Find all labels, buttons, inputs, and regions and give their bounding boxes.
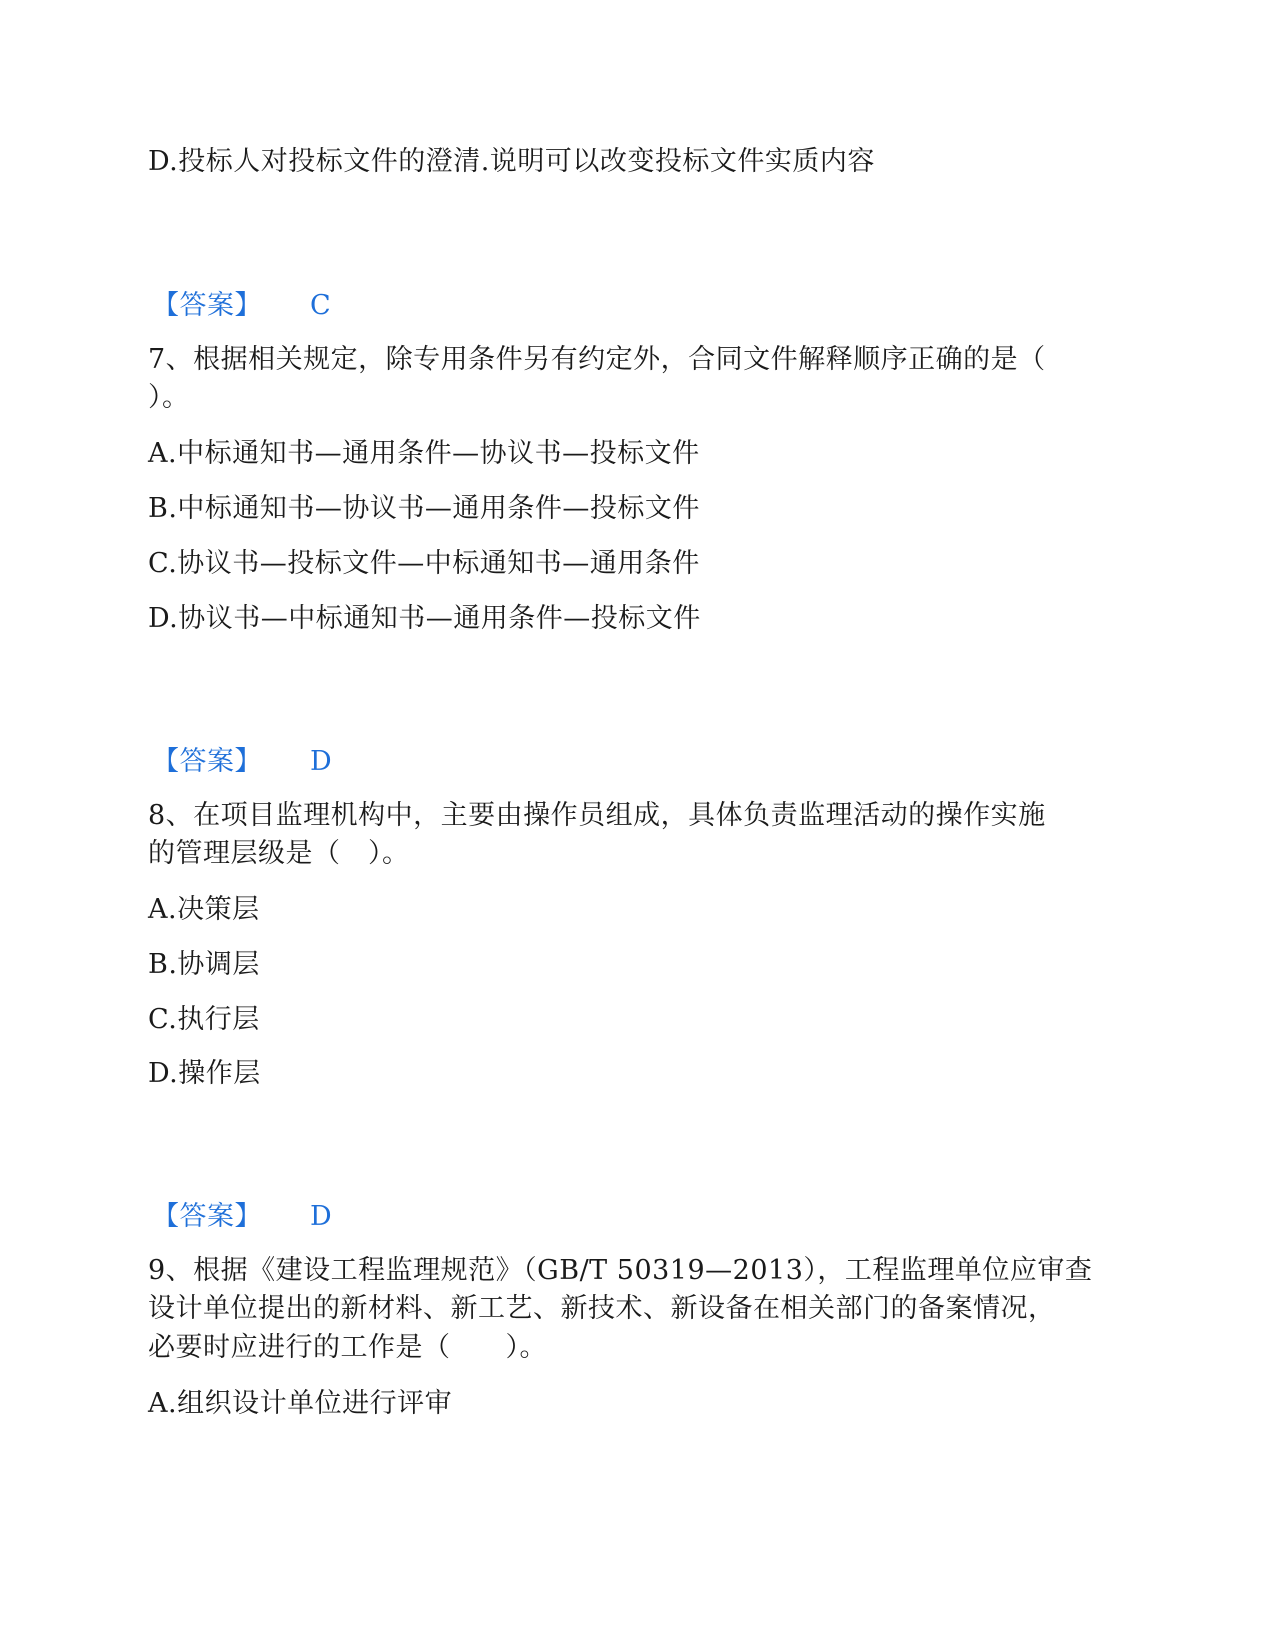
answer-value: C	[310, 290, 332, 321]
answer-label: 【答案】	[152, 746, 262, 777]
q8-answer	[148, 1199, 332, 1235]
q8-option-d: D.操作层	[148, 1058, 261, 1089]
q8-stem-line2: 的管理层级是（ ）。	[148, 838, 410, 869]
q7-answer	[148, 744, 332, 780]
q9-stem-line2: 设计单位提出的新材料、新工艺、新技术、新设备在相关部门的备案情况，	[148, 1293, 1056, 1324]
q9-option-a: A.组织设计单位进行评审	[148, 1388, 453, 1419]
q9-stem-line3: 必要时应进行的工作是（ ）。	[148, 1332, 547, 1363]
q8-stem-line1: 8、在项目监理机构中，主要由操作员组成，具体负责监理活动的操作实施	[148, 800, 1046, 831]
q8-option-a: A.决策层	[148, 894, 260, 925]
q7-option-b: B.中标通知书—协议书—通用条件—投标文件	[148, 493, 700, 524]
q9-stem-line1: 9、根据《建设工程监理规范》（GB/T 50319—2013），工程监理单位应审查	[148, 1255, 1093, 1286]
q8-option-c: C.执行层	[148, 1004, 260, 1035]
q7-option-a: A.中标通知书—通用条件—协议书—投标文件	[148, 438, 700, 469]
q6-option-d: D.投标人对投标文件的澄清.说明可以改变投标文件实质内容	[148, 146, 875, 177]
q7-option-c: C.协议书—投标文件—中标通知书—通用条件	[148, 548, 700, 579]
answer-label: 【答案】	[152, 1201, 262, 1232]
q8-option-b: B.协调层	[148, 949, 260, 980]
q7-stem-line1: 7、根据相关规定，除专用条件另有约定外，合同文件解释顺序正确的是（	[148, 344, 1046, 375]
answer-label: 【答案】	[152, 290, 262, 321]
q6-answer	[148, 288, 331, 324]
answer-value: D	[310, 746, 333, 777]
answer-value: D	[310, 1201, 333, 1232]
q7-option-d: D.协议书—中标通知书—通用条件—投标文件	[148, 603, 701, 634]
q7-stem-line2: ）。	[148, 382, 190, 413]
